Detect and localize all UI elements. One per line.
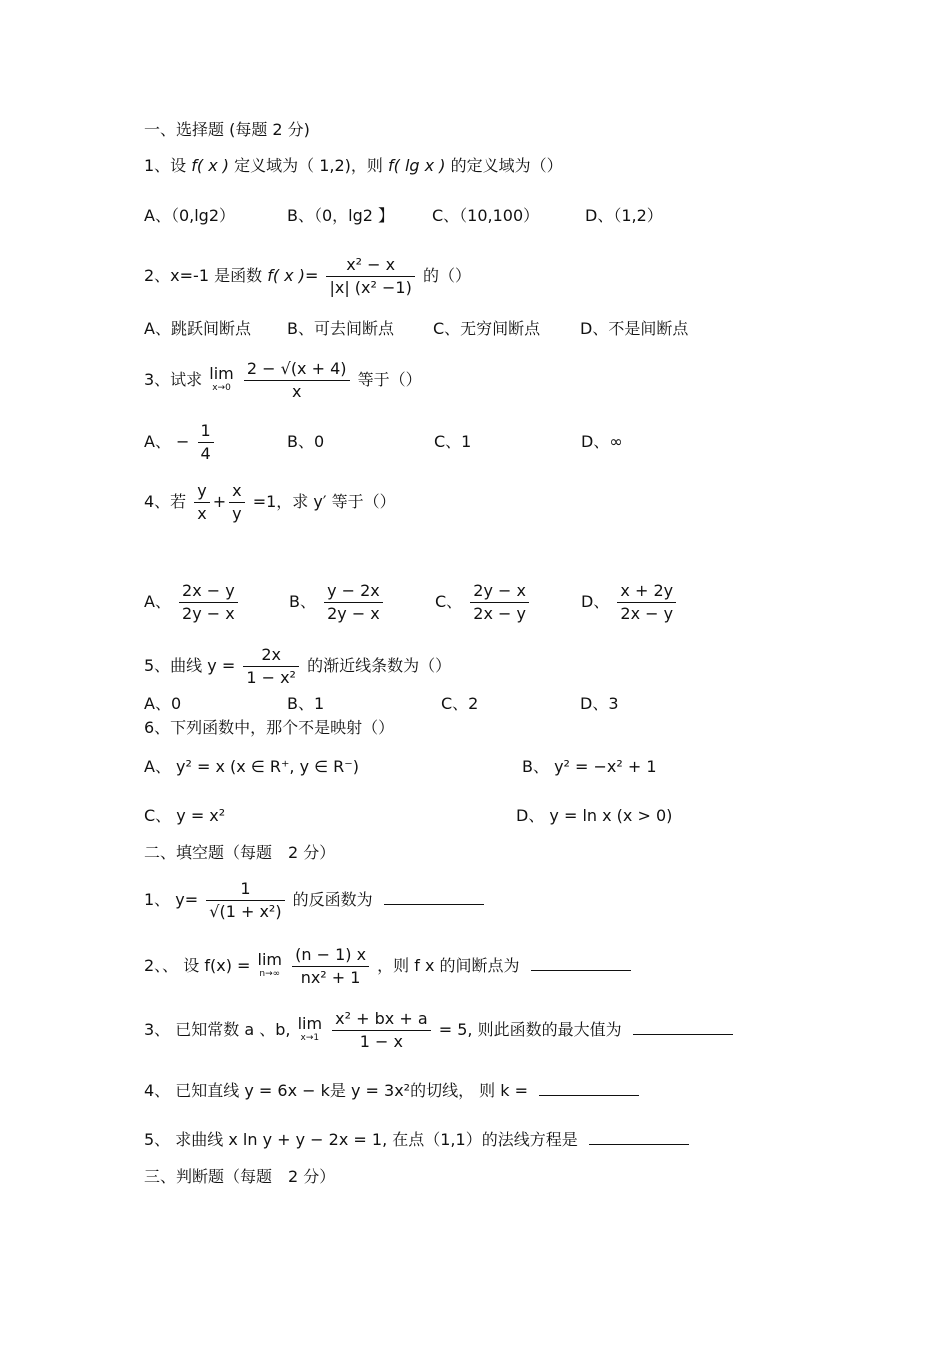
q3-fraction [244,358,350,403]
fill1-fraction [206,878,284,923]
q2-pre: 2、x=-1 是函数 [144,266,263,285]
fill2-lim-sub: n→∞ [259,968,281,979]
fill3-post: = 5, 则此函数的最大值为 [438,1020,622,1039]
q4-option-a-num: 2x − y [182,581,235,600]
q3-post: 等于（） [357,370,422,389]
fill3-fraction [332,1008,430,1053]
fill3-pre: 3、 已知常数 a 、b, [144,1020,291,1039]
q4-option-b-num: y − 2x [327,581,380,600]
fill2-pre: 2、、 设 f(x) = [144,956,251,975]
q4-frac1-num: y [197,481,207,500]
q4-option-d-num: x + 2y [620,581,674,600]
q3-option-a [144,420,217,465]
fill4-text: 4、 已知直线 y = 6x − k是 y = 3x²的切线， 则 k = [144,1081,529,1100]
q1-option-c: C、（10,100） [432,206,540,225]
q2-numerator: x² − x [346,255,396,274]
q4-option-c [435,580,532,625]
q1-option-d: D、（1,2） [585,206,663,225]
q2-f: f( x )= [267,266,319,285]
q2-option-a: A、跳跃间断点 [144,319,251,338]
q1-f2: f( lg x ) [388,156,446,175]
q3-denominator: x [244,380,350,403]
q1-f1: f( x ) [191,156,230,175]
fill1-pre: 1、 y= [144,890,199,909]
fill-question-3 [144,1008,733,1053]
q4-option-a-fraction [179,580,238,625]
question-2 [144,254,471,299]
q1-mid: 定义域为（ 1,2)，则 [234,156,383,175]
q3-option-a-den: 4 [198,442,214,465]
fill3-denominator: 1 − x [332,1030,430,1053]
fill1-post: 的反函数为 [292,890,373,909]
q4-option-d-fraction [617,580,676,625]
q2-post: 的（） [422,266,471,285]
q4-frac-x-over-y [229,480,244,525]
q3-option-d: D、∞ [581,432,623,451]
q3-option-a-num: 1 [200,421,211,440]
fill1-answer-blank[interactable] [384,890,484,905]
fill5-text: 5、 求曲线 x ln y + y − 2x = 1, 在点（1,1）的法线方程是 [144,1130,578,1149]
q1-post: 的定义域为（） [450,156,563,175]
fill1-numerator: 1 [240,879,251,898]
q4-option-d-den: 2x − y [617,602,676,625]
q3-option-a-label: A、 [144,432,171,451]
q5-numerator: 2x [261,645,281,664]
section-choice-title: 一、选择题 (每题 2 分) [144,120,310,139]
q4-option-c-den: 2x − y [470,602,529,625]
fill-question-1 [144,878,484,923]
q2-option-c: C、无穷间断点 [433,319,541,338]
q4-pre: 4、若 [144,492,187,511]
q2-option-b: B、可去间断点 [287,319,394,338]
fill3-limit [297,1013,323,1045]
q4-option-c-label: C、 [435,592,463,611]
q4-eq: =1，求 y′ 等于（） [252,492,396,511]
q4-option-a [144,580,241,625]
q1-option-a: A、（0,lg2） [144,206,235,225]
q4-option-b [289,580,386,625]
fill3-numerator: x² + bx + a [335,1009,428,1028]
q3-option-c: C、1 [434,432,472,451]
fill4-answer-blank[interactable] [539,1081,639,1096]
fill3-lim-text: lim [297,1013,323,1033]
q2-denominator: |x| (x² −1) [326,276,414,299]
question-3 [144,358,422,403]
q4-frac2-den: y [229,502,244,525]
q1-pre: 1、设 [144,156,187,175]
q5-pre: 5、曲线 y = [144,656,236,675]
q4-frac1-den: x [194,502,209,525]
q4-option-b-fraction [324,580,383,625]
fill2-numerator: (n − 1) x [295,945,367,964]
fill2-answer-blank[interactable] [531,956,631,971]
q3-limit [209,363,234,395]
fill2-post: ，则 f x 的间断点为 [377,956,520,975]
fill-question-5 [144,1130,689,1150]
q2-fraction [326,254,414,299]
q2-option-d: D、不是间断点 [580,319,689,338]
q3-lim-sub: x→0 [212,382,231,393]
q6-option-d: D、 y = ln x (x > 0) [516,806,673,825]
q4-option-d [581,580,679,625]
fill1-denominator: √(1 + x²) [206,900,284,923]
q4-option-a-den: 2y − x [179,602,238,625]
q5-option-d: D、3 [580,694,619,713]
q4-option-c-fraction [470,580,529,625]
q4-option-a-label: A、 [144,592,171,611]
q6-option-a: A、 y² = x (x ∈ R⁺, y ∈ R⁻) [144,757,359,776]
fill2-denominator: nx² + 1 [292,966,369,989]
q4-frac-y-over-x [194,480,209,525]
fill-question-2 [144,944,631,989]
section-fill-title: 二、填空题（每题 2 分） [144,843,336,862]
fill3-lim-sub: x→1 [300,1032,320,1043]
q4-option-b-label: B、 [289,592,316,611]
q5-option-c: C、2 [441,694,479,713]
q5-denominator: 1 − x² [243,666,299,689]
q1-option-b: B、（0，lg2 】 [287,206,395,225]
fill5-answer-blank[interactable] [589,1130,689,1145]
q4-option-c-num: 2y − x [473,581,526,600]
fill-question-4 [144,1081,639,1101]
fill2-limit [257,949,283,981]
q6-option-c: C、 y = x² [144,806,226,825]
fill3-answer-blank[interactable] [633,1020,733,1035]
q3-lim-text: lim [209,363,234,383]
q5-option-b: B、1 [287,694,325,713]
fill2-fraction [292,944,369,989]
q6-option-b: B、 y² = −x² + 1 [522,757,657,776]
fill2-lim-text: lim [257,949,283,969]
q3-pre: 3、试求 [144,370,203,389]
q4-option-d-label: D、 [581,592,610,611]
q5-post: 的渐近线条数为（） [307,656,452,675]
question-5 [144,644,451,689]
q3-numerator: 2 − √(x + 4) [246,359,347,378]
q5-option-a: A、0 [144,694,182,713]
q3-option-b: B、0 [287,432,325,451]
q3-option-a-sign: − [176,432,190,451]
q4-frac2-num: x [232,481,242,500]
question-6: 6、下列函数中，那个不是映射（） [144,718,395,737]
section-judge-title: 三、判断题（每题 2 分） [144,1167,336,1186]
q5-fraction [243,644,299,689]
q3-option-a-fraction [198,420,214,465]
question-1 [144,156,563,176]
question-4: 4、若 $\frac{y}{x}$ + $\frac{x}{y}$ =1，求 y′ 等于（） [144,481,396,523]
q4-option-b-den: 2y − x [324,602,383,625]
